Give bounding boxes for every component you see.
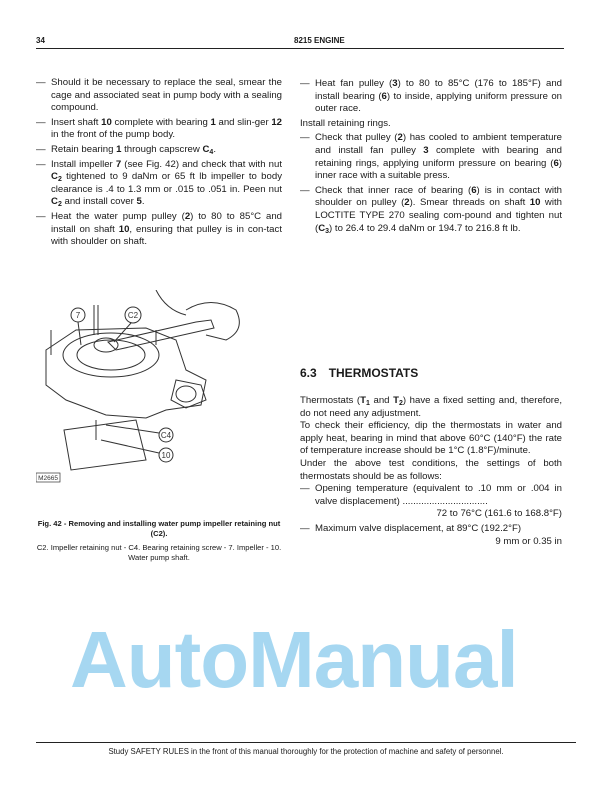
section-number: 6.3 (300, 366, 317, 380)
section-heading (300, 366, 430, 380)
instruction-item: — Check that pulley (2) has cooled to ambient temperature and install fan pulley 3 complete with bearing and retaining rings, applying uniform pressure on bearing (6) inner race with a suitable press. (300, 132, 562, 182)
header-title: 8215 ENGINE (294, 36, 345, 45)
label-10: 10 (161, 451, 171, 460)
instruction-item: — Install impeller 7 (see Fig. 42) and check that with nut $C_2$ tightened to 9 daNm or 65 ft lb impeller to body clearance is .4 to 1.3 mm or .015 to .051 in. Peen nut $C_2$ and install cover 5. (36, 159, 282, 209)
spec-value: 9 mm or 0.35 in (495, 535, 562, 547)
instruction-text: Install retaining rings. (300, 117, 391, 129)
instruction-item: — Insert shaft 10 complete with bearing 1 and slin-ger 12 in the front of the pump body. (36, 117, 282, 142)
paragraph: Thermostats ($T_1$ and $T_2$) have a fixed setting and, therefore, do not need any adjustment. (300, 395, 562, 419)
thermostats-body (300, 395, 562, 550)
spec-max-displacement (300, 523, 562, 548)
instruction-item: — Should it be necessary to replace the seal, smear the cage and associated seat in pump body with a sealing compound. (36, 77, 282, 115)
right-column (300, 78, 562, 237)
paragraph: Under the above test conditions, the settings of both thermostats should be as follows: (300, 457, 562, 482)
figure-code: M2665 (38, 475, 58, 482)
spec-label: Maximum valve displacement, at 89°C (192.2°F) (315, 522, 522, 534)
caption-title: Fig. 42 - Removing and installing water pump impeller retaining nut (C2). (37, 519, 281, 538)
instruction-item: — Heat fan pulley (3) to 80 to 85°C (176 to 185°F) and install bearing (6) to inside, applying uniform pressure on outer race. (300, 78, 562, 116)
instruction-item: — Retain bearing 1 through capscrew $C_4$. (36, 144, 282, 157)
footer-safety-note: Study SAFETY RULES in the front of this manual thoroughly for the protection of machine and safety of personnel. (36, 742, 576, 756)
page-number: 34 (36, 36, 45, 45)
instruction-item: — Heat the water pump pulley (2) to 80 to 85°C and install on shaft 10, ensuring that pulley is in con-tact with shoulder on shaft. (36, 211, 282, 249)
caption-legend: C2. Impeller retaining nut - C4. Bearing retaining screw - 7. Impeller - 10. Water pump shaft. (36, 543, 282, 562)
label-c4: C4 (160, 431, 172, 440)
label-7: 7 (75, 311, 81, 320)
label-c2: C2 (127, 311, 139, 320)
paragraph: To check their efficiency, dip the thermostats in water and apply heat, bearing in mind that above 60°C (140°F) the rate of temperature increase should be 1°C (1.8°F)/minute. (300, 420, 562, 457)
figure-caption (36, 519, 282, 562)
section-title: THERMOSTATS (328, 366, 419, 380)
spec-value: 72 to 76°C (161.6 to 168.8°F) (436, 508, 562, 520)
water-pump-illustration (36, 290, 286, 490)
spec-label: Opening temperature (equivalent to .10 mm or .004 in valve displacement) ................................ (315, 483, 562, 507)
spec-opening-temperature (300, 483, 562, 521)
instruction-item: — Check that inner race of bearing (6) is in contact with shoulder on pulley (2). Smear threads on shaft 10 with LOCTITE TYPE 270 sealing com-pound and tighten nut $(C_3)$ to 26.4 to 29.4 daNm or 194.7 to 216.8 ft lb. (300, 185, 562, 235)
watermark-logo: AutoManual (70, 615, 518, 704)
page-header (36, 34, 564, 49)
left-column (36, 77, 282, 251)
